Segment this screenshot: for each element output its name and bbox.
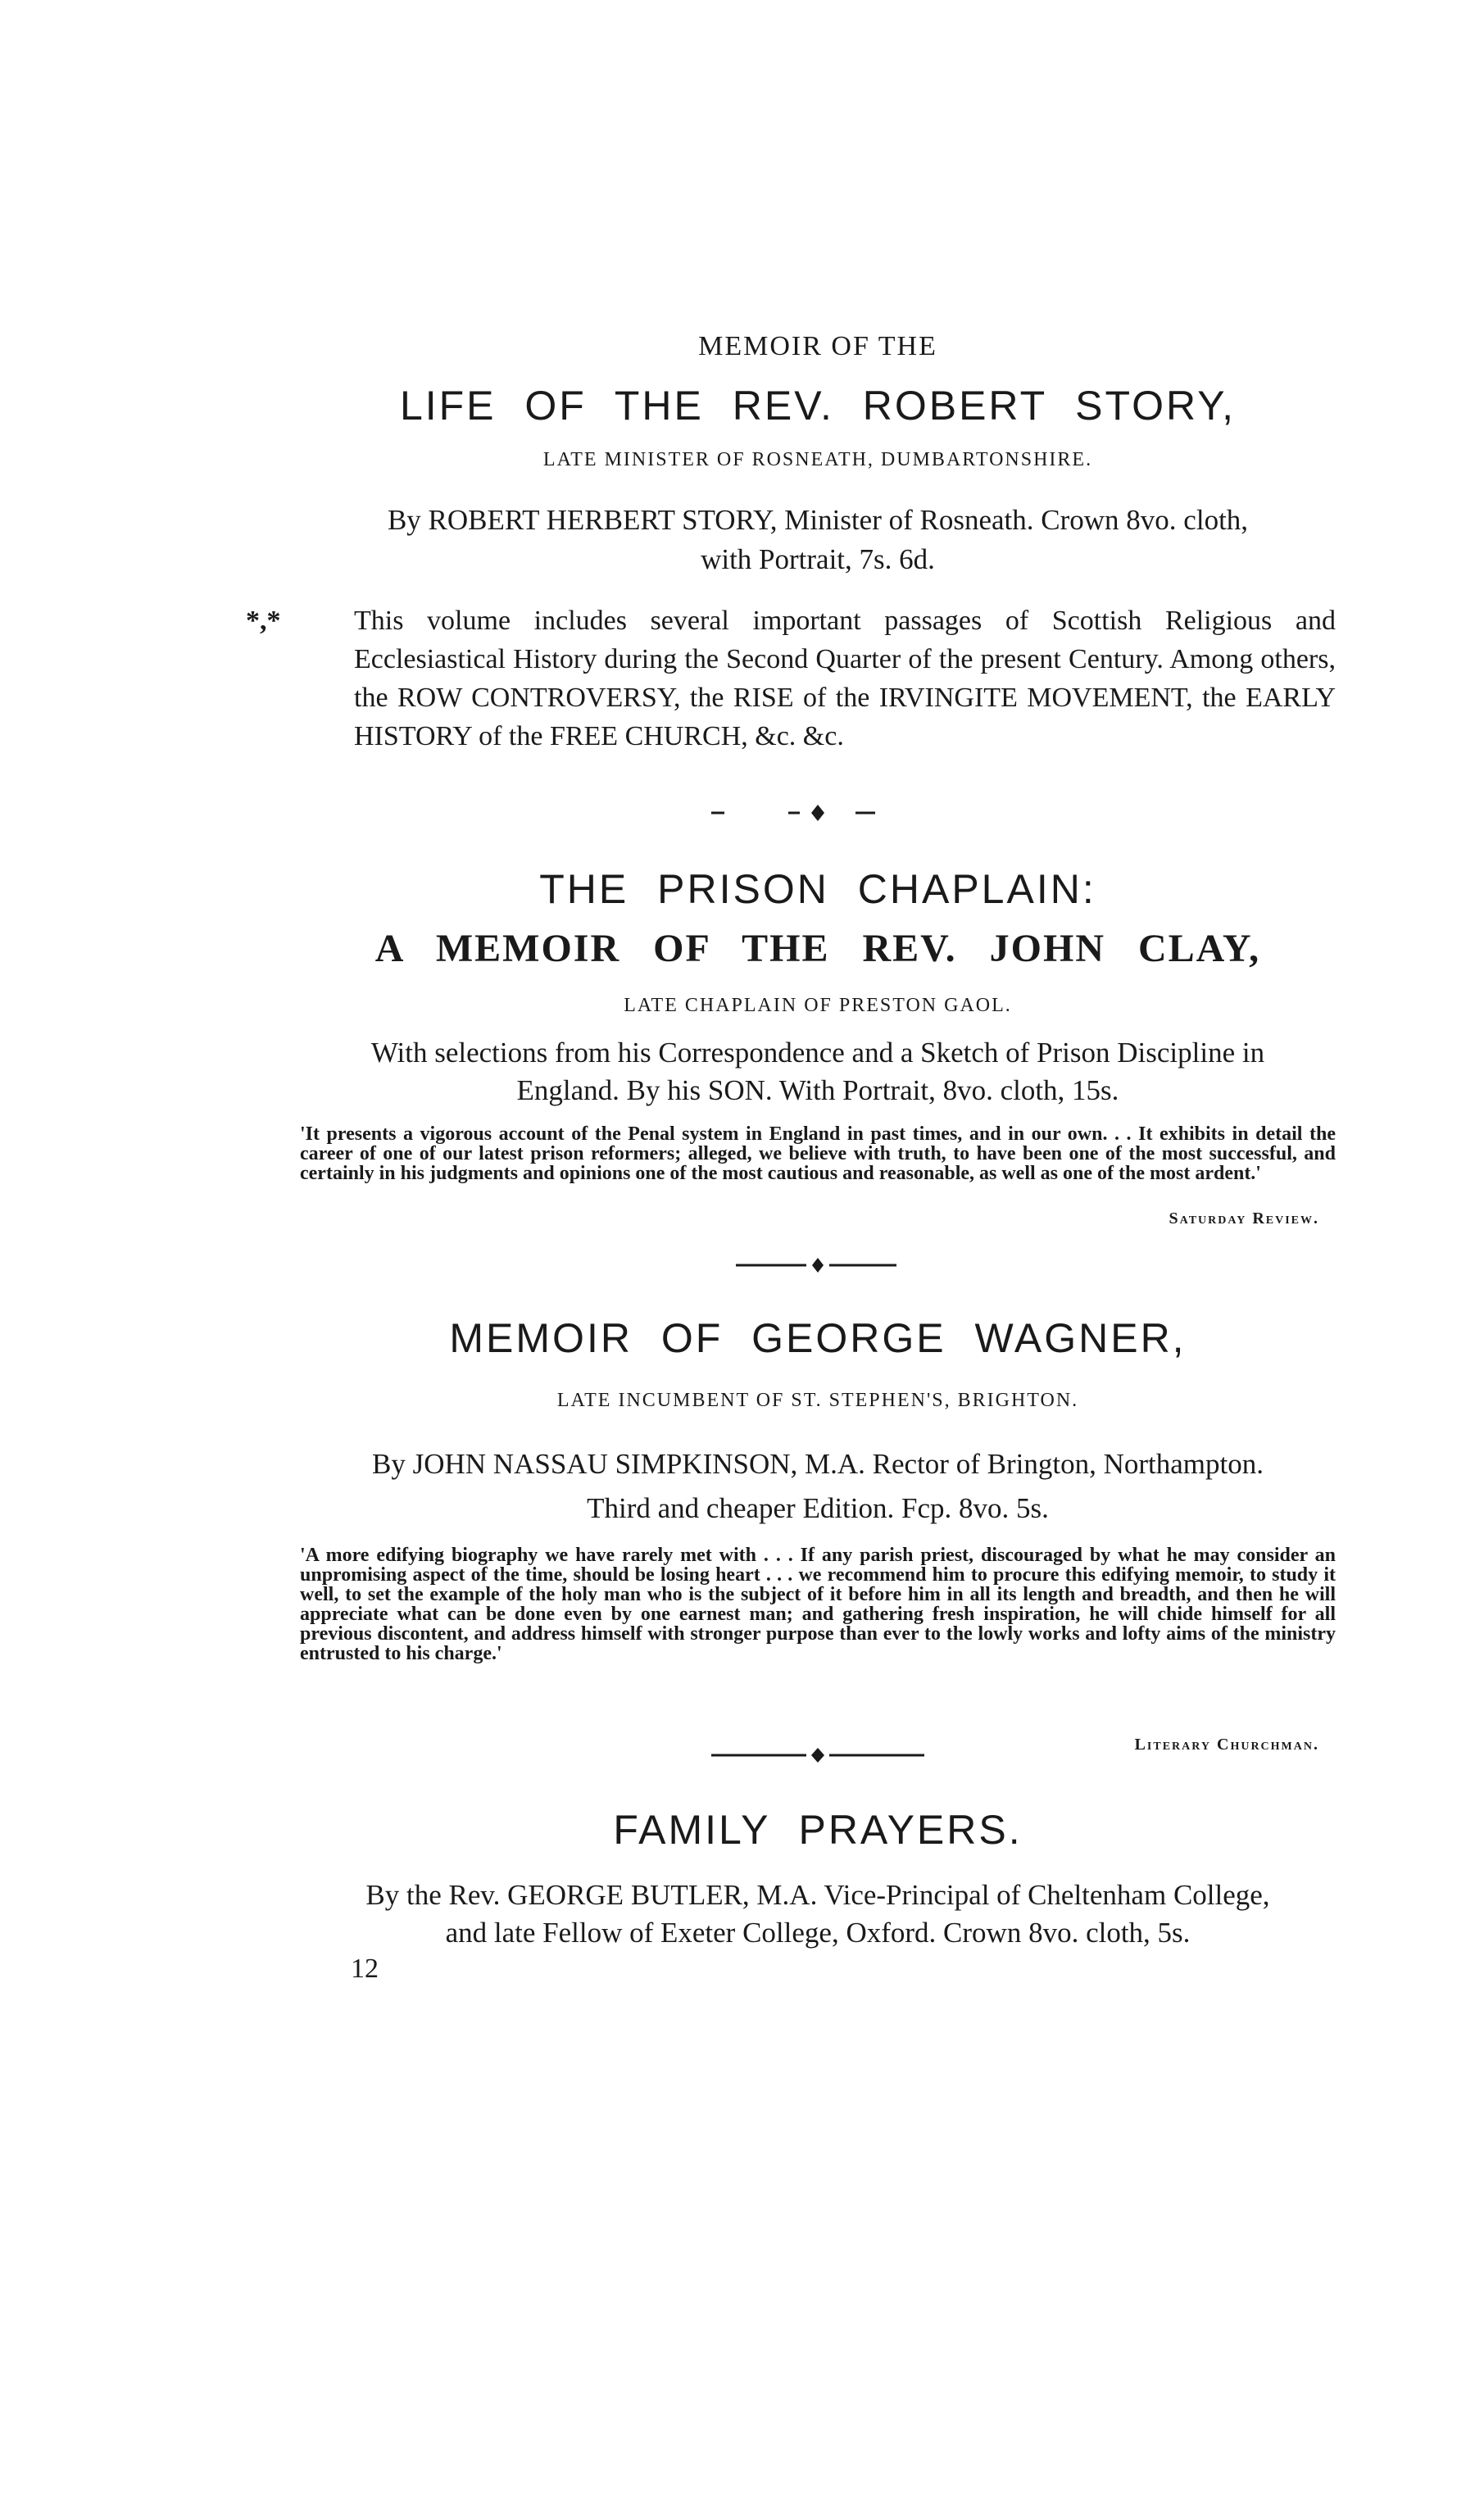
section-2-byline-2: England. By his SON. With Portrait, 8vo. cloth, 15s. <box>516 1074 1119 1106</box>
section-4-title: FAMILY PRAYERS. <box>613 1807 1023 1853</box>
section-3-byline-1: By JOHN NASSAU SIMPKINSON, M.A. Rector of Brington, Northampton. <box>372 1448 1264 1480</box>
section-4-byline-2: and late Fellow of Exeter College, Oxford. Crown 8vo. cloth, 5s. <box>445 1917 1191 1949</box>
section-3-source: Literary Churchman. <box>1134 1736 1319 1754</box>
section-1-pre-title: MEMOIR OF THE <box>698 331 937 361</box>
section-2-title: THE PRISON CHAPLAIN: <box>539 866 1096 912</box>
divider-3 <box>300 1745 1336 1765</box>
section-1-byline-2: with Portrait, 7s. 6d. <box>701 543 935 575</box>
section-2-quote: 'It presents a vigorous account of the Penal system in England in past times, and in our own. . . It exhibits in detail the career of one of our latest prison reformers; alleged, we believe with truth, to have been one of the most successful, and certainly in his judgments and opinions one of the most cautious and reasonable, as well as one of the most ardent.' <box>300 1123 1336 1184</box>
section-1-note <box>246 601 1336 756</box>
section-3-title: MEMOIR OF GEORGE WAGNER, <box>449 1315 1187 1361</box>
section-1-note-mark: *,* <box>246 606 281 636</box>
section-2-source: Saturday Review. <box>1169 1209 1319 1228</box>
divider-1 <box>300 803 1336 823</box>
section-2-subtitle: LATE CHAPLAIN OF PRESTON GAOL. <box>624 995 1012 1016</box>
section-3-quote: 'A more edifying biography we have rarely met with . . . If any parish priest, discouraged by what he may consider an unpromising aspect of the time, should be losing heart . . . we recommend him to procure this edifying memoir, to study it well, to set the example of the holy man who is the subject of it before him in all its length and breadth, and then he will appreciate what can be done even by one earnest man; and gathering fresh inspiration, he will chide himself for all previous discontent, and address himself with stronger purpose than ever to the lowly works and lofty aims of the ministry entrusted to his charge.' <box>300 1545 1336 1664</box>
divider-2 <box>300 1255 1336 1275</box>
section-1-subtitle: LATE MINISTER OF ROSNEATH, DUMBARTONSHIRE. <box>542 449 1093 470</box>
section-1-note-text: This volume includes several important passages of Scottish Religious and Ecclesiastical History during the Second Quarter of the present Century. Among others, the ROW CONTROVERSY, the RISE of the IRVINGITE MOVEMENT, the EARLY HISTORY of the FREE CHURCH, &c. &c. <box>354 606 1336 751</box>
section-4-byline-1: By the Rev. GEORGE BUTLER, M.A. Vice-Principal of Cheltenham College, <box>365 1879 1270 1911</box>
section-1-title: LIFE OF THE REV. ROBERT STORY, <box>399 383 1237 429</box>
section-2-title-2: A MEMOIR OF THE REV. JOHN CLAY, <box>374 927 1261 970</box>
section-3-byline-2: Third and cheaper Edition. Fcp. 8vo. 5s. <box>587 1492 1049 1524</box>
catalogue-page <box>246 0 1336 2505</box>
section-3-subtitle: LATE INCUMBENT OF ST. STEPHEN'S, BRIGHTON. <box>556 1390 1079 1411</box>
section-2-byline-1: With selections from his Correspondence and a Sketch of Prison Discipline in <box>370 1037 1265 1069</box>
page-number: 12 <box>351 1954 379 1984</box>
section-1-byline-1: By ROBERT HERBERT STORY, Minister of Rosneath. Crown 8vo. cloth, <box>387 504 1249 536</box>
